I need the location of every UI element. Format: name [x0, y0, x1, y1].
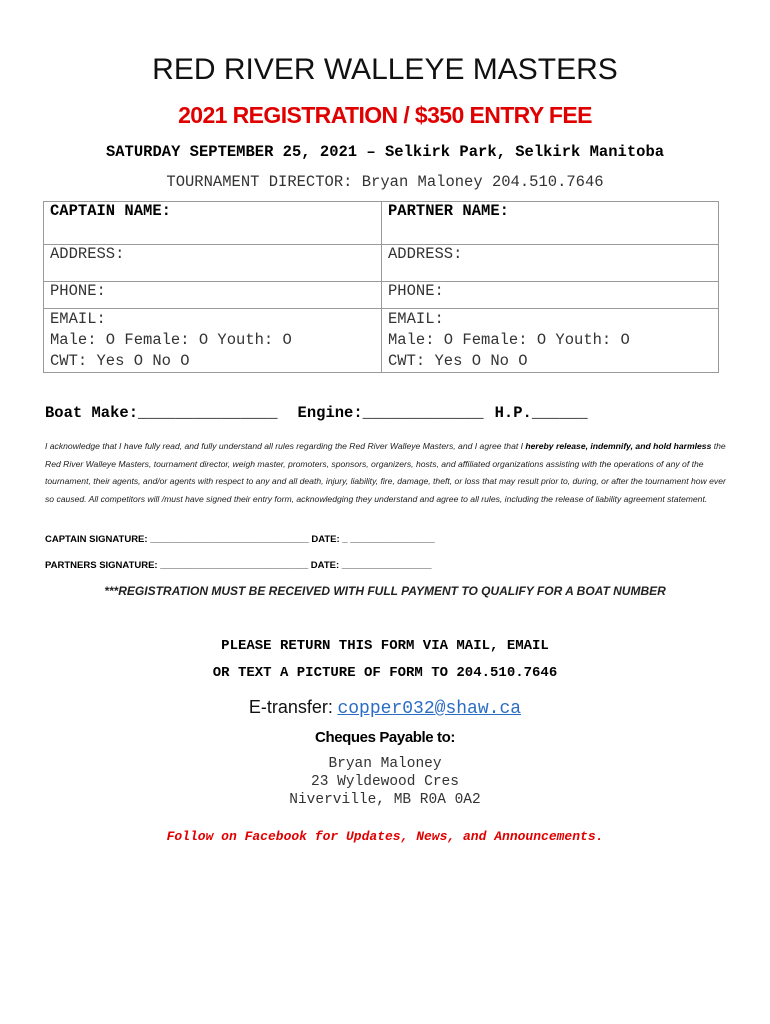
- boat-make-blank[interactable]: _______________: [138, 404, 278, 422]
- names-row: [44, 202, 719, 245]
- registration-table: [43, 201, 719, 373]
- payee-city: Niverville, MB R0A 0A2: [289, 792, 481, 808]
- partner-name-label: PARTNER NAME:: [388, 202, 509, 220]
- captain-address-field[interactable]: [44, 245, 382, 282]
- partner-email-label[interactable]: EMAIL:: [388, 310, 444, 328]
- boat-make-label: Boat Make:: [45, 404, 139, 422]
- captain-signature-line[interactable]: CAPTAIN SIGNATURE: ______________________________ DATE: _ ________________: [45, 534, 435, 545]
- legal-text-part2: the Red River Walleye Masters, tournament director, weigh master, promoters, sponsors, organizers, hosts, and affiliated organizations assisting with the operations of any of the tournament, their agents, and/or agents with respect to any and all death, injury, liability, fire, damage, theft, or loss that may result prior to, during, or after the tournament how ever so caused. All competitors will /must have signed their entry form, acknowledging they understand and agree to all rules, including the release of liability agreement statement.: [45, 441, 726, 504]
- registration-notice: ***REGISTRATION MUST BE RECEIVED WITH FULL PAYMENT TO QUALIFY FOR A BOAT NUMBER: [104, 584, 666, 598]
- partner-address-field[interactable]: [382, 245, 719, 282]
- captain-name-label: CAPTAIN NAME:: [50, 202, 171, 220]
- legal-text-part1: I acknowledge that I have fully read, and fully understand all rules regarding the Red River Walleye Masters, and I agree that I: [45, 441, 526, 451]
- captain-name-field[interactable]: [44, 202, 382, 245]
- legal-text-bold: hereby release, indemnify, and hold harmless: [525, 441, 712, 451]
- captain-cwt-options[interactable]: CWT: Yes O No O: [50, 352, 190, 370]
- etransfer-line: [0, 695, 770, 721]
- event-date-location: SATURDAY SEPTEMBER 25, 2021 – Selkirk Park, Selkirk Manitoba: [105, 143, 665, 161]
- partner-cwt-options[interactable]: CWT: Yes O No O: [388, 352, 528, 370]
- payee-name: Bryan Maloney: [328, 756, 442, 772]
- partner-phone-field[interactable]: [382, 282, 719, 309]
- facebook-follow-note: Follow on Facebook for Updates, News, and Announcements.: [166, 829, 604, 844]
- cheques-payable-label: Cheques Payable to:: [315, 729, 455, 746]
- captain-phone-field[interactable]: [44, 282, 382, 309]
- engine-label: Engine:: [297, 404, 363, 422]
- boat-info-line: [45, 404, 588, 422]
- return-instructions-line1: PLEASE RETURN THIS FORM VIA MAIL, EMAIL: [221, 638, 549, 654]
- captain-details-cell: [44, 309, 382, 373]
- page-title: RED RIVER WALLEYE MASTERS: [152, 53, 618, 86]
- etransfer-label: E-transfer:: [248, 697, 333, 717]
- payee-street: 23 Wyldewood Cres: [311, 774, 459, 790]
- partner-signature-line[interactable]: PARTNERS SIGNATURE: ____________________________ DATE: _________________: [45, 560, 432, 571]
- address-row: [44, 245, 719, 282]
- liability-release-statement: [45, 438, 735, 508]
- etransfer-email-link[interactable]: copper032@shaw.ca: [337, 699, 522, 719]
- tournament-director: TOURNAMENT DIRECTOR: Bryan Maloney 204.510.7646: [166, 173, 604, 191]
- partner-name-field[interactable]: [382, 202, 719, 245]
- partner-phone-label: PHONE:: [388, 282, 444, 300]
- captain-address-label: ADDRESS:: [50, 245, 125, 263]
- hp-label: H.P.: [494, 404, 532, 422]
- registration-subtitle: 2021 REGISTRATION / $350 ENTRY FEE: [178, 102, 592, 128]
- hp-blank[interactable]: ______: [531, 404, 588, 422]
- captain-gender-options[interactable]: Male: O Female: O Youth: O: [50, 331, 292, 349]
- partner-gender-options[interactable]: Male: O Female: O Youth: O: [388, 331, 630, 349]
- return-instructions-line2: OR TEXT A PICTURE OF FORM TO 204.510.7646: [212, 665, 558, 681]
- details-row: [44, 309, 719, 373]
- partner-address-label: ADDRESS:: [388, 245, 463, 263]
- engine-blank[interactable]: _____________: [362, 404, 484, 422]
- captain-email-label[interactable]: EMAIL:: [50, 310, 106, 328]
- partner-details-cell: [382, 309, 719, 373]
- phone-row: [44, 282, 719, 309]
- captain-phone-label: PHONE:: [50, 282, 106, 300]
